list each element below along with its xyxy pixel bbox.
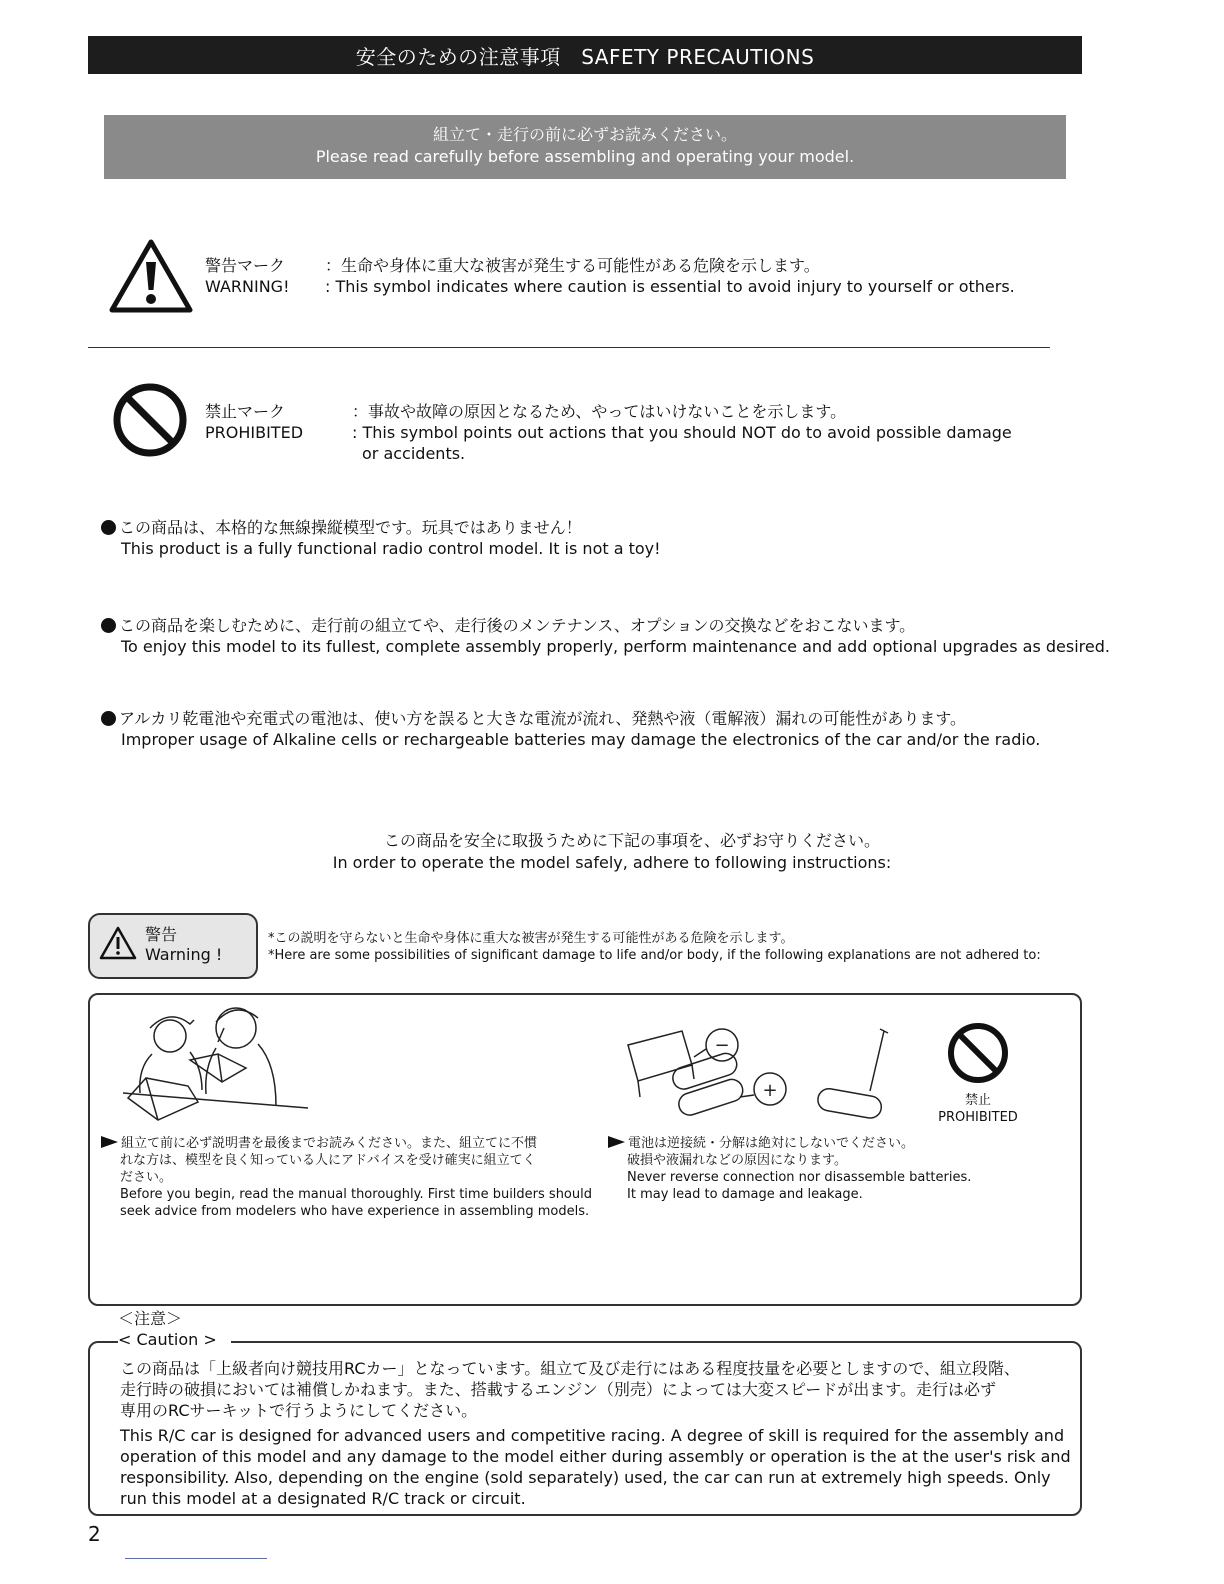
- footer-line: [125, 1558, 267, 1559]
- bullet-dot-icon: [101, 618, 116, 633]
- caution-en4: run this model at a designated R/C track or circuit.: [120, 1489, 526, 1508]
- batteries-en2: It may lead to damage and leakage.: [627, 1187, 863, 1202]
- intro-jp: 組立て・走行の前に必ずお読みください。: [432, 125, 737, 144]
- page-number: 2: [88, 1522, 101, 1546]
- prohibited-icon: [946, 1021, 1010, 1085]
- warning-badge: [88, 913, 258, 979]
- warning-badge-jp: 警告: [145, 925, 178, 944]
- page-title-text: 安全のための注意事項 SAFETY PRECAUTIONS: [355, 44, 815, 69]
- bullet-item: [101, 517, 661, 559]
- warning-note-jp: *この説明を守らないと生命や身体に重大な被害が発生する可能性がある危険を示します。: [268, 931, 794, 946]
- intro-banner: [104, 115, 1066, 179]
- bullet-jp: この商品は、本格的な無線操縦模型です。玩具ではありません！: [119, 518, 582, 537]
- caution-label-jp: ＜注意＞: [118, 1309, 183, 1328]
- page-title: [88, 36, 1082, 74]
- minus-label: −: [714, 1035, 730, 1056]
- prohibited-desc-jp: ：事故や故障の原因となるため、やってはいけないことを示します。: [352, 402, 847, 421]
- warning-description: [325, 255, 1015, 297]
- prohibited-desc-en2: or accidents.: [362, 444, 466, 463]
- prohibited-icon: [112, 382, 188, 458]
- warning-badge-note: [268, 930, 1041, 964]
- pointer-arrow-icon: [101, 1136, 118, 1148]
- warning-item-manual: [101, 1135, 592, 1220]
- caution-jp3: 専用のRCサーキットで行うようにしてください。: [120, 1401, 478, 1420]
- batteries-jp1: 電池は逆接続・分解は絶対にしないでください。: [628, 1136, 915, 1151]
- bullet-jp: この商品を楽しむために、走行前の組立てや、走行後のメンテナンス、オプションの交換などをおこないます。: [119, 616, 916, 635]
- warning-desc-en: : This symbol indicates where caution is essential to avoid injury to yourself or others.: [325, 277, 1015, 296]
- instructions-note-en: In order to operate the model safely, adhere to following instructions:: [332, 853, 892, 872]
- prohibited-caption-jp: 禁止: [964, 1093, 991, 1108]
- caution-jp1: この商品は「上級者向け競技用RCカー」となっています。組立て及び走行にはある程度技量を必要としますので、組立段階、: [120, 1359, 1020, 1378]
- plus-label: +: [762, 1080, 778, 1101]
- manual-jp3: ださい。: [120, 1170, 173, 1185]
- warning-label-en: WARNING!: [205, 277, 290, 296]
- warning-note-en: *Here are some possibilities of significant damage to life and/or body, if the following explanations are not adhered to:: [268, 948, 1041, 963]
- bullet-en: Improper usage of Alkaline cells or rechargeable batteries may damage the electronics of the car and/or the radio.: [121, 730, 1041, 749]
- instructions-note-jp: この商品を安全に取扱うために下記の事項を、必ずお守りください。: [383, 831, 880, 850]
- bullet-jp: アルカリ乾電池や充電式の電池は、使い方を誤ると大きな電流が流れ、発熱や液（電解液）漏れの可能性があります。: [119, 709, 967, 728]
- warning-triangle-icon: [108, 238, 194, 314]
- bullet-en: This product is a fully functional radio control model. It is not a toy!: [121, 539, 661, 558]
- bullet-item: [101, 615, 1110, 657]
- pointer-arrow-icon: [608, 1136, 625, 1148]
- manual-jp1: 組立て前に必ず説明書を最後までお読みください。また、組立てに不慣: [121, 1136, 538, 1151]
- batteries-en1: Never reverse connection nor disassemble batteries.: [627, 1170, 972, 1185]
- instructions-note: [0, 830, 1224, 874]
- warning-badge-en: Warning !: [145, 945, 223, 964]
- manual-en2: seek advice from modelers who have experience in assembling models.: [120, 1204, 590, 1219]
- bullet-dot-icon: [101, 711, 116, 726]
- caution-label: [118, 1308, 231, 1350]
- warning-label-jp: 警告マーク: [205, 256, 286, 275]
- bullet-item: [101, 708, 1040, 750]
- manual-jp2: れな方は、模型を良く知っている人にアドバイスを受け確実に組立てく: [120, 1153, 536, 1168]
- warning-label: [205, 255, 289, 297]
- caution-jp2: 走行時の破損においては補償しかねます。また、搭載するエンジン（別売）によっては大変スピードが出ます。走行は必ず: [120, 1380, 997, 1399]
- caution-text: [120, 1358, 1071, 1509]
- batteries-illustration: [622, 1025, 912, 1133]
- people-reading-manual-illustration: [118, 998, 313, 1126]
- prohibited-label-en: PROHIBITED: [205, 423, 304, 442]
- bullet-en: To enjoy this model to its fullest, complete assembly properly, perform maintenance and add optional upgrades as desired.: [121, 637, 1110, 656]
- prohibited-desc-en: : This symbol points out actions that you should NOT do to avoid possible damage: [352, 423, 1012, 442]
- warning-item-batteries: [608, 1135, 971, 1203]
- prohibited-label: [205, 401, 303, 443]
- prohibited-description: [352, 401, 1012, 464]
- caution-label-en: < Caution >: [118, 1330, 217, 1349]
- caution-en3: responsibility. Also, depending on the engine (sold separately) used, the car can run at extremely high speeds. Only: [120, 1468, 1051, 1487]
- prohibited-caption-en: PROHIBITED: [938, 1110, 1018, 1125]
- warning-desc-jp: ：生命や身体に重大な被害が発生する可能性がある危険を示します。: [325, 256, 820, 275]
- manual-en1: Before you begin, read the manual thoroughly. First time builders should: [120, 1187, 592, 1202]
- bullet-dot-icon: [101, 520, 116, 535]
- intro-en: Please read carefully before assembling and operating your model.: [315, 147, 855, 166]
- caution-en2: operation of this model and any damage to the model either during assembly or operation is the at the user's risk and: [120, 1447, 1071, 1466]
- section-divider: [88, 347, 1050, 348]
- caution-en1: This R/C car is designed for advanced users and competitive racing. A degree of skill is required for the assembly and: [120, 1426, 1065, 1445]
- prohibited-caption: [930, 1092, 1026, 1126]
- prohibited-label-jp: 禁止マーク: [205, 402, 286, 421]
- warning-triangle-icon: [98, 925, 138, 961]
- batteries-jp2: 破損や液漏れなどの原因になります。: [627, 1153, 847, 1168]
